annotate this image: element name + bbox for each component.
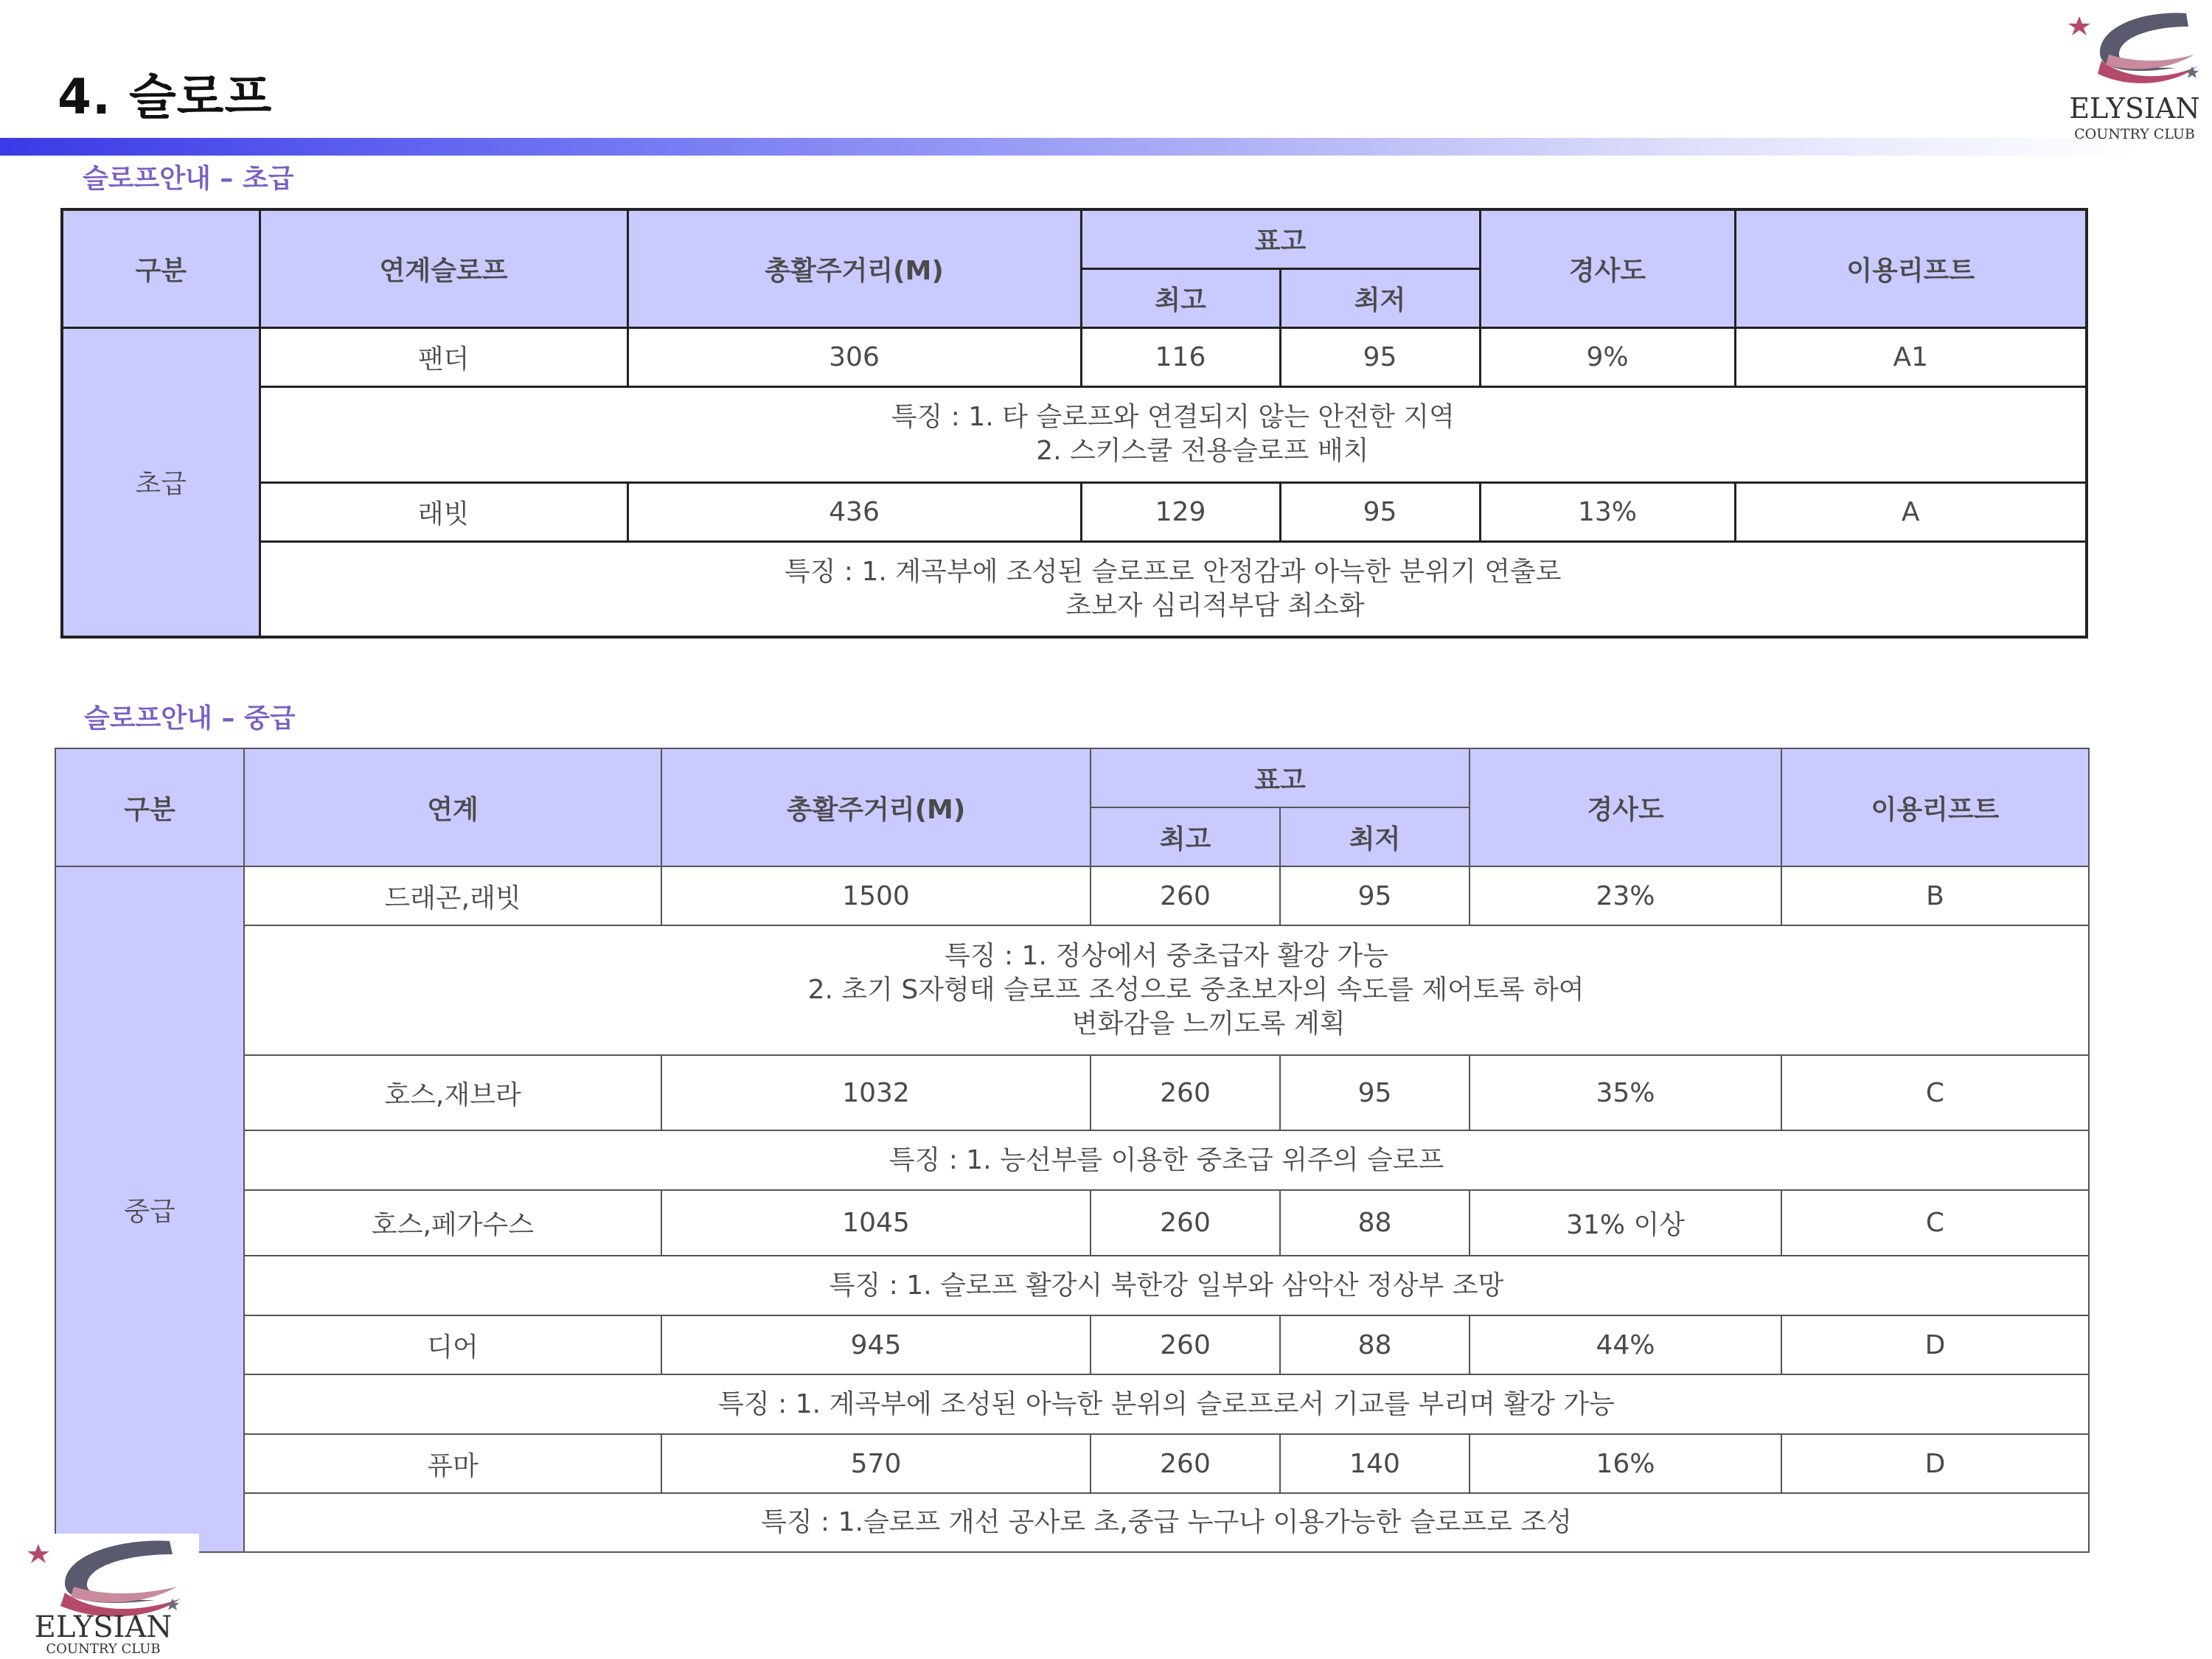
slope-lift: A1 bbox=[1735, 327, 2087, 386]
table-row bbox=[55, 1055, 2089, 1130]
feature-line: 2. 초기 S자형태 슬로프 조성으로 중초보자의 속도를 제어토록 하여 bbox=[748, 975, 1585, 1005]
slope-elevation-max: 260 bbox=[1091, 1315, 1280, 1374]
slope-elevation-max: 260 bbox=[1091, 866, 1280, 925]
intermediate-slope-table bbox=[55, 748, 2090, 1553]
elysian-logo-bottom bbox=[15, 1534, 199, 1655]
header-lift: 이용리프트 bbox=[1735, 209, 2087, 327]
slope-name: 호스,재브라 bbox=[244, 1055, 661, 1130]
feature-line: 특징 : 1. 능선부를 이용한 중초급 위주의 슬로프 bbox=[888, 1144, 1444, 1175]
slope-grade: 9% bbox=[1480, 327, 1735, 386]
feature-row bbox=[55, 1130, 2089, 1190]
slope-lift: C bbox=[1781, 1190, 2089, 1256]
slope-lift: B bbox=[1781, 866, 2089, 925]
slope-elevation-max: 260 bbox=[1091, 1190, 1280, 1256]
table-row bbox=[62, 482, 2087, 541]
slope-grade: 31% 이상 bbox=[1470, 1190, 1781, 1256]
header-slope-grade: 경사도 bbox=[1480, 209, 1735, 327]
slope-grade: 44% bbox=[1470, 1315, 1781, 1374]
slope-elevation-max: 116 bbox=[1081, 327, 1280, 386]
header-elevation: 표고 bbox=[1091, 748, 1470, 807]
slope-elevation-max: 129 bbox=[1081, 482, 1280, 541]
slope-grade: 13% bbox=[1480, 482, 1735, 541]
grade-cell: 중급 bbox=[55, 866, 244, 1552]
feature-row bbox=[55, 1256, 2089, 1315]
feature-row bbox=[55, 1493, 2089, 1552]
slope-elevation-min: 88 bbox=[1280, 1190, 1470, 1256]
slope-name: 래빗 bbox=[260, 482, 627, 541]
feature-line: 변화감을 느끼도록 계획 bbox=[987, 1009, 1346, 1039]
header-elevation-min: 최저 bbox=[1280, 268, 1480, 327]
slope-elevation-min: 95 bbox=[1280, 482, 1480, 541]
page-title: 4. 슬로프 bbox=[58, 69, 273, 125]
table-row bbox=[55, 1190, 2089, 1256]
slope-lift: D bbox=[1781, 1315, 2089, 1374]
slope-feature bbox=[244, 1493, 2089, 1552]
elysian-logo-top bbox=[2057, 7, 2212, 147]
feature-row bbox=[55, 1374, 2089, 1434]
slope-elevation-min: 95 bbox=[1280, 1055, 1470, 1130]
header-category: 구분 bbox=[62, 209, 260, 327]
slope-elevation-max: 260 bbox=[1091, 1434, 1280, 1493]
slope-grade: 16% bbox=[1470, 1434, 1781, 1493]
slope-feature bbox=[260, 386, 2087, 482]
logo-sub: COUNTRY CLUB bbox=[2074, 126, 2195, 142]
table-row bbox=[55, 1315, 2089, 1374]
slope-distance: 570 bbox=[661, 1434, 1091, 1493]
slope-distance: 436 bbox=[627, 482, 1081, 541]
header-elevation-max: 최고 bbox=[1081, 268, 1280, 327]
slope-name: 퓨마 bbox=[244, 1434, 661, 1493]
slope-name: 호스,페가수스 bbox=[244, 1190, 661, 1256]
slope-feature bbox=[244, 925, 2089, 1055]
slope-feature bbox=[244, 1256, 2089, 1315]
section-title-intermediate: 슬로프안내 – 중급 bbox=[84, 703, 296, 734]
title-gradient-bar bbox=[0, 138, 2138, 156]
header-category: 구분 bbox=[55, 748, 244, 866]
feature-line: 초보자 심리적부담 최소화 bbox=[981, 590, 1365, 621]
feature-line: 2. 스키스쿨 전용슬로프 배치 bbox=[977, 436, 1369, 466]
feature-row bbox=[55, 925, 2089, 1055]
slope-elevation-min: 140 bbox=[1280, 1434, 1470, 1493]
header-distance: 총활주거리(M) bbox=[661, 748, 1091, 866]
slope-name: 디어 bbox=[244, 1315, 661, 1374]
beginner-slope-table bbox=[60, 208, 2088, 639]
logo-name: ELYSIAN bbox=[2069, 92, 2200, 125]
slope-distance: 1045 bbox=[661, 1190, 1091, 1256]
header-elevation-min: 최저 bbox=[1280, 807, 1470, 866]
logo-sub: COUNTRY CLUB bbox=[46, 1641, 161, 1655]
slope-feature bbox=[260, 541, 2087, 637]
feature-line: 특징 : 1. 계곡부에 조성된 슬로프로 안정감과 아늑한 분위기 연출로 bbox=[784, 556, 1562, 587]
slope-name: 드래곤,래빗 bbox=[244, 866, 661, 925]
slope-grade: 23% bbox=[1470, 866, 1781, 925]
feature-row bbox=[62, 541, 2087, 637]
slope-distance: 1032 bbox=[661, 1055, 1091, 1130]
slope-elevation-min: 95 bbox=[1280, 327, 1480, 386]
section-title-beginner: 슬로프안내 – 초급 bbox=[83, 164, 294, 194]
header-elevation: 표고 bbox=[1081, 209, 1480, 268]
feature-row bbox=[62, 386, 2087, 482]
slope-elevation-min: 95 bbox=[1280, 866, 1470, 925]
grade-cell: 초급 bbox=[62, 327, 260, 637]
slope-distance: 1500 bbox=[661, 866, 1091, 925]
slope-distance: 945 bbox=[661, 1315, 1091, 1374]
header-elevation-max: 최고 bbox=[1091, 807, 1280, 866]
table-row bbox=[55, 866, 2089, 925]
feature-line: 특징 : 1. 계곡부에 조성된 아늑한 분위의 슬로프로서 기교를 부리며 활강 가능 bbox=[718, 1388, 1615, 1419]
slope-distance: 306 bbox=[627, 327, 1081, 386]
feature-line: 특징 : 1. 슬로프 활강시 북한강 일부와 삼악산 정상부 조망 bbox=[829, 1270, 1504, 1301]
table-row bbox=[55, 1434, 2089, 1493]
slope-grade: 35% bbox=[1470, 1055, 1781, 1130]
slope-lift: D bbox=[1781, 1434, 2089, 1493]
slope-elevation-max: 260 bbox=[1091, 1055, 1280, 1130]
header-linked: 연계 bbox=[244, 748, 661, 866]
table-row bbox=[62, 327, 2087, 386]
slope-lift: A bbox=[1735, 482, 2087, 541]
slope-feature bbox=[244, 1374, 2089, 1434]
slope-feature bbox=[244, 1130, 2089, 1190]
header-slope-grade: 경사도 bbox=[1470, 748, 1781, 866]
slope-name: 팬더 bbox=[260, 327, 627, 386]
feature-line: 특징 : 1.슬로프 개선 공사로 초,중급 누구나 이용가능한 슬로프로 조성 bbox=[761, 1507, 1572, 1537]
feature-line: 특징 : 1. 타 슬로프와 연결되지 않는 안전한 지역 bbox=[891, 402, 1455, 432]
header-lift: 이용리프트 bbox=[1781, 748, 2089, 866]
feature-line: 특징 : 1. 정상에서 중초급자 활강 가능 bbox=[944, 941, 1388, 971]
slope-elevation-min: 88 bbox=[1280, 1315, 1470, 1374]
header-distance: 총활주거리(M) bbox=[627, 209, 1081, 327]
header-linked-slope: 연계슬로프 bbox=[260, 209, 627, 327]
logo-name: ELYSIAN bbox=[34, 1610, 173, 1644]
slope-lift: C bbox=[1781, 1055, 2089, 1130]
